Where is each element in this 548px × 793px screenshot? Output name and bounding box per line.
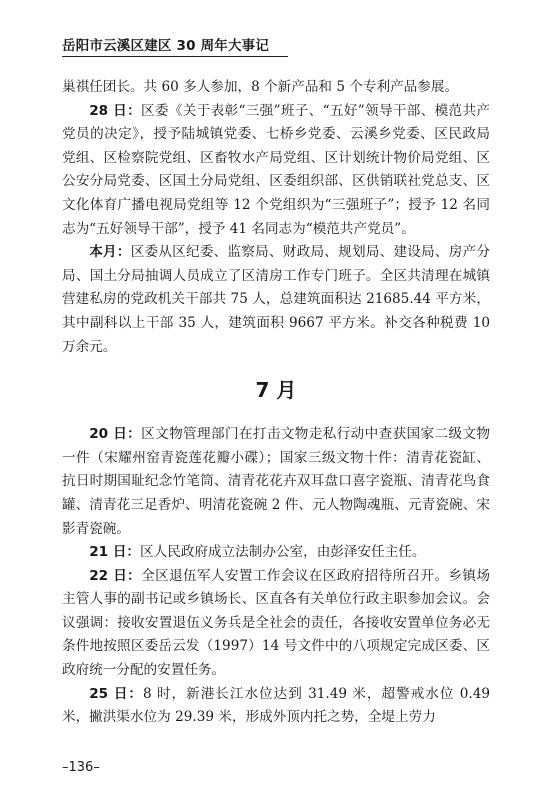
entry-text: 全区退伍军人安置工作会议在区政府招待所召开。乡镇场主管人事的副书记或乡镇场长、区直各有关单位行政主职参加会议。会议强调：接收安置退伍义务兵是全社会的责任，各接收安置单位务必无条件地按照区委岳云发（1997）14 号文件中的八项规定完成区委、区政府统一分配的安置任务。 bbox=[62, 567, 490, 679]
paragraph-entry bbox=[62, 423, 490, 541]
page-body bbox=[62, 76, 490, 730]
entry-date-label: 25 日： bbox=[89, 685, 143, 702]
entry-date-label: 22 日： bbox=[89, 567, 142, 584]
entry-date-label: 28 日： bbox=[89, 102, 142, 119]
running-header: 岳阳市云溪区建区 30 周年大事记 bbox=[62, 38, 270, 54]
page-number: –136– bbox=[62, 760, 100, 775]
section-title: 7 月 bbox=[255, 378, 297, 403]
entry-text: 区委《关于表彰“三强”班子、“五好”领导干部、模范共产党员的决定》，授予陆城镇党委、七桥乡党委、云溪乡党委、区民政局党组、区检察院党组、区畜牧水产局党组、区计划统计物价局党组、区公安分局党委、区国土分局党组、区委组织部、区供销联社党总支、区文化体育广播电视局党组等 12 个党组织为“三强班子”；授予 12 名同志为“五好领导干部”，授予 41 名同志为“模范共产党员”。 bbox=[62, 102, 490, 237]
entry-date-label: 本月： bbox=[89, 244, 131, 261]
paragraph-entry bbox=[62, 565, 490, 683]
entry-text: 区文物管理部门在打击文物走私行动中查获国家二级文物一件（宋耀州窑青瓷莲花瓣小碟）；国家三级文物十件：清青花瓷缸、抗日时期国耻纪念竹笔筒、清青花花卉双耳盘口喜字瓷瓶、清青花鸟食罐、清青花三足香炉、明清花瓷碗 2 件、元人物陶魂瓶、元青瓷碗、宋影青瓷碗。 bbox=[62, 426, 490, 537]
entry-text: 区委从区纪委、监察局、财政局、规划局、建设局、房产分局、国土分局抽调人员成立了区清房工作专门班子。全区共清理在城镇营建私房的党政机关干部共 75 人，总建筑面积达 21685.44 平方米，其中副科以上干部 35 人，建筑面积 9667 平方米。补交各种税费 10 万余元。 bbox=[62, 244, 491, 355]
entry-text: 区人民政府成立法制办公室，由彭泽安任主任。 bbox=[140, 544, 426, 561]
paragraph-entry bbox=[62, 541, 490, 565]
entry-date-label: 21 日： bbox=[89, 544, 141, 561]
paragraph-entry bbox=[62, 100, 490, 242]
entry-date-label: 20 日： bbox=[89, 426, 142, 443]
paragraph-entry bbox=[62, 683, 490, 730]
paragraph-continuation: 巢祺任团长。共 60 多人参加，8 个新产品和 5 个专利产品参展。 bbox=[62, 79, 459, 95]
paragraph-entry bbox=[62, 241, 490, 359]
entry-text: 8 时，新港长江水位达到 31.49 米，超警戒水位 0.49 米，撇洪渠水位为 29.39 米，形成外顶内托之势，全堤上劳力 bbox=[62, 685, 490, 726]
header-rule bbox=[62, 56, 288, 57]
